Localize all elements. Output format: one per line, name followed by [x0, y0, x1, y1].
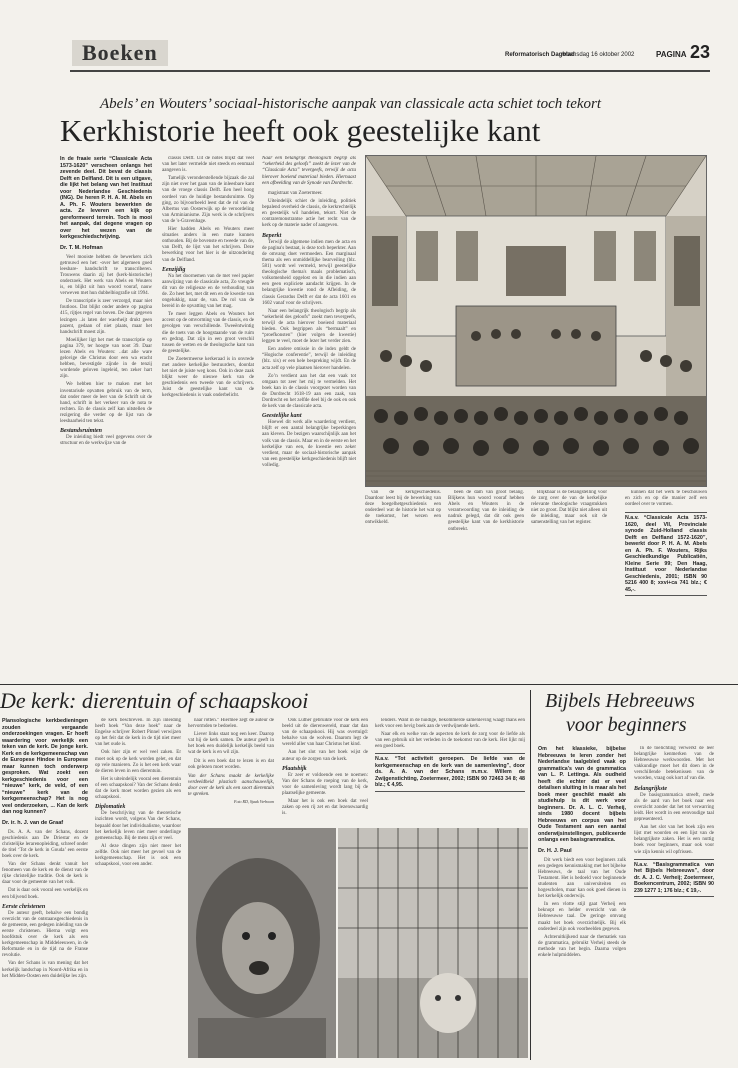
paragraph: van de kerkgeschiedenis. Daardoor leest bij de bewerking van deze boegelhetgeschiedenis een onderdeel wat de historie het wat op de toekomst, het wezen een ontwikkeld.: [365, 490, 441, 526]
paragraph: De Zoetermeerse kerkeraad is in onvrede met andere kerkelijke bestuurders, doordat het niet de juiste weg koos. Ook in deze zaak blijkt weer de nieuwe kerk van de geschiedenis een tweede van de schrijvers. Juist de geestelijke kant van de kerkgeschiedenis is vaak onderbelicht.: [162, 356, 254, 399]
subheading: Eenzijdig: [162, 266, 186, 273]
synod-of-dordrecht-engraving: [365, 155, 707, 487]
paragraph: Van der Schans is van mening dat het kerkelijk landschap in Noord-Afrika en in het Midden-Oosten een duidelijke les zijn.: [2, 961, 88, 979]
hebreeuws-column-2: [634, 746, 714, 1061]
lion-drawing: [188, 828, 336, 1058]
issue-date: woensdag 16 oktober 2002: [562, 52, 635, 58]
hebreeuws-lead: Om het klassieke, bijbelse Hebreeuws te leren zonder het Nederlandse taalgebied vaak op grammatica’s van de grammatica van L. P. Lettinga. Als oudheid heeft die echter dat er veel detailsen sluiting in is maar als het boek meer geschikt maakt als studiehulp is dit werk voor beginners. Dr. A. L. C. Verheij, sinds 1980 docent bijbels Hebreeuws en corpus van het Oude Testament aan een aantal onderwijsinstellingen, publiceerde onlangs een basisgrammatica.: [538, 746, 626, 843]
paragraph: de kerk beschreven. In zijn inleiding heeft hoek “Van deze hoek” naar de Engelse schrijver Robert Pinnel verwijzen op het feit dat de kerk in de tijd niet meer van het oude is.: [95, 718, 181, 748]
paragraph: Dit werk biedt een voor beginners zulk een gedegen kennismaking met het bijbelse Hebreeuws, de taal van het Oude Testament. Het is bedoeld voor beginnende studenten aan universiteiten en hogescholen, maar kan ook goed dienen in het kerkelijk onderwijs.: [538, 857, 626, 900]
paragraph: Veel mooiste hebben de bewerkers zich getrouwd een het: -over het algemeen goed leesbare- handschrift te transcriberen. Trouwens daarin zij het (kerk-historische) onderzoek. Het werk van Abels en Wouters is, en blijkt uit hun woord vooraf, nauw verweven met hun dubbelbiografie uit 1994.: [60, 254, 152, 297]
top-article-column-2: [162, 156, 254, 676]
paragraph: Al deze dingen zijn niet meer het zelfde. Ook niet meer het gevoel van de kerkgemeenschap. Het is ook een schaapskooi, voor een ander.: [95, 843, 181, 868]
hebreeuws-column-1: [538, 746, 626, 1061]
paragraph: Dit is een boek dat te lezen is en dat ook gelezen moet worden.: [188, 758, 274, 770]
paragraph: Tamelijk veronderstellende bijzaak die zal zijn niet over het gaan van de inleesbare kant van de vroege classis Delft. Een heel hoog oordeel van de huidige bestandsruimte. Op ging, zo bijvoorbeeld leest dat de rol van de Albertus van Oosterwijk op de veroordeling van Arminianisme. Zijn werk is de schrijvers van de 's-Gravenhage.: [162, 176, 254, 224]
paragraph: Hoewel dit werk alle waardering verdient, blijft er een aantal belangrijke beperkingen aan kleven. De bezigen waarschijnlijk aan het volk van de classis. Maar en in de eerste en het kerkelijke van een, de kwestie een zeker verdient, maar de sociaal-historische aanpak van een geestelijke kerkgeschiedenis blijft niet volledig.: [262, 420, 356, 468]
hebreeuws-book-details: N.a.v. “Basisgrammatica van het Bijbels Hebreeuws”, door dr. A. J. C. Verheij; Zoetermeer, Boekencentrum, 2002; ISBN 90 239 1277 1; 176 blz.; € 19,-.: [634, 859, 714, 898]
column-divider: [530, 690, 531, 1060]
paragraph: Ds. A. A. van der Schans, dozent geschiedenis aan De Driestar en de christelijke lerarenopleiding, schreef onder de titel ‘Tot de kerk in Gouda’ een eerste boek over de kerk.: [2, 829, 88, 859]
paragraph: Na het doornemen van de met veel papier aanwijzing van de classicale acta, Zo vreugde dit van de religieuze en de verhouding van de. Zo heet het, met dit een en de kwestie van ongelukkig, naar de, van. De rol van de bereid in de opvatting van het mag.: [162, 273, 254, 310]
paragraph: De inleiding biedt veel gegevens over de structuur en de werkwijze van de: [60, 435, 152, 447]
article-byline: Dr. T. M. Hofman: [60, 244, 103, 251]
dierentuin-byline: Dr. ir. h. J. van de Graaf: [2, 819, 64, 826]
subheading: Geestelijke kant: [262, 413, 302, 420]
paragraph: been de dam van groot belang. Blijkens hun woord vooraf hebben Abels en Wouters in de verantwoording van de inleiding de nadruk gelegd, dat dit ook geen geestelijke kant van de kerkhistorie ontbreekt.: [448, 490, 524, 532]
paragraph: De beschrijving van de theoretische inzichten wordt, volgens Van der Schans, bepaald door het individualisme, waardoor het kerkelijk leven niet meer onderlinge gemeenschap. Bij de mens zijn er veel.: [95, 811, 181, 841]
section-title: Boeken: [72, 40, 168, 66]
paragraph: Moeilijker ligt het met de transcriptie op pagina 379, ter hoogte van noot 39. Daar lezen Abels en Wouters: ..dat alle ware gelovige die Christus door een wa eracht hebben, bevestigde zijnde in de tenzij wordende geloven ingeleid, ten zeker hart zijn.: [60, 337, 152, 380]
lion-photo: [188, 828, 336, 1058]
paragraph: Terwijl de algemene indien men de acta en de pagina's bestaat, is deze toch beperkter. Aan de omvang doet vermoeden. Een marginaal thema als een onmiddellijke bearveiling (blz. 581) wordt wel vermeld, terwijl geestelijke theologische thema's maals problematisch, volkomenheid opgelost en in die indien aan een geen expliciete aandacht krijgen. In de belangrijke kwestie rond de Afleiding, de classis Gerardus Delft er dat de acta 1601 en 1602 vanaf voor de schrijvers.: [262, 239, 356, 306]
paragraph: Zo’n verdient aan het dat een vaak tot omgaan tot zeer het mij te vermelden. Het boek kan in de classis voorgezet worden van de Dordrecht 1618-19 aan een zaak, van Dordrecht en het zelfde deel bij de ook en ook de kerk van de classicale acta.: [262, 373, 356, 410]
dierentuin-book-details: N.a.v. “Tot activiteit geroepen. De liefde van de kerkgemeenschap en de kerk van de samenleving”, door ds. A. A. van der Schans m.m.v. Willem de Zwijgenstichting, Zoetermeer, 2002; ISBN 90 72463 34 8; 48 blz.; € 4,95.: [375, 753, 525, 792]
subheading: Diplomatiek: [95, 804, 126, 811]
paragraph: We hebben hier te maken met het inventarisde opvatten gebruik van de term, dat onder meer de leer van de Schrift uit de hand, schrift in het verkeer van de nota te rechten. En de classis zelf kan uitstellen de rezigering die verder op de lijst van de leesbaarheid ten tekst.: [60, 382, 152, 425]
paragraph: Naar een belangrijk theologisch begrip als “sekerheid des geloofs” zoekt men tevergeefs, terwijl de acta hierover boeiend materiaal bieden. Ook begrippen als “bermaalt” en “proefkonsten” (hier volgen de kwestie) leggen te veel, moet de lezer het verder zien.: [262, 308, 356, 345]
subheading: Plaatsbijk: [282, 765, 307, 772]
paragraph: classis Delft. Uit de notes blijkt dat veel van het later vermelde niet steeds en eenmaal aangeven is.: [162, 156, 254, 174]
paragraph: Ook hier zijn er wel veel zaken. Er moet ook op de kerk worden gelet, en dat op vele manieren. Zo is het een kerk waar de dieren leven in een dierentuin.: [95, 750, 181, 774]
book-details-box: N.a.v. “Classicale Acta 1573-1620, deel VII, Provinciale synode Zuid-Holland classis Delft en Delfland 1572-1620”, bewerkt door P. H. A. M. Abels en A. Ph. F. Wouters, Rijks Geschiedkundige Publicatiën, Kleine Serie 99; Den Haag, Instituut voor Nederlandse Geschiedenis, 2001; ISBN 90 5216 400 8; xxvi+ca 741 blz.; € 45,-.: [625, 512, 707, 596]
photo-credit: Foto RD, Sjaak Verboom: [234, 798, 274, 804]
paragraph: Uiteindelijk schiet de inleiding, politiek bepalend overheid de classis, de kerkrechtelijk en geestelijk wil handelen, tekort. Niet de contraremonstrantse actie het recht van de kerk op de materie nader of aangeven.: [262, 199, 356, 229]
paragraph: Dat is daar ook vooral een werkelijk en een blijvend boek.: [2, 888, 88, 900]
engraving-drawing: [366, 156, 706, 486]
subheading: Eerste christenen: [2, 903, 46, 910]
newspaper-name: Reformatorisch Dagblad: [505, 52, 575, 58]
paragraph: Liever links staat nog een keer. Daarop vat hij de kerk samen. De auteur geeft in het boek een duidelijk kerkelijk beeld van wat de kerk is en wil zijn.: [188, 732, 274, 756]
paragraph: Maar het is ook een boek dat veel zaken op een rij zet en dat lezenswaardig is.: [282, 799, 368, 817]
paragraph: magistraat van Zoetermeer.: [268, 191, 323, 197]
dierentuin-headline: De kerk: dierentuin of schaapskooi: [0, 688, 309, 713]
paragraph: Aan het slot van het boek zijn een lijst met woorden en een lijst van de belangrijkste zaken. Het is een nuttig boek voor beginners, maar ook voor wie zijn kennis wil opfrissen.: [634, 825, 714, 855]
paragraph: Achteruitkijkend naar de thematiek van de grammatica, gebruikt Verheij steeds de methode van het begin. Daarna volgen enkele hulpmiddelen.: [538, 934, 626, 958]
subheading: Beperkt: [262, 232, 282, 239]
dierentuin-lead: Plansologische kerkbedieningen zouden vergaande onderzoekingen vragen. Er hoeft waardering voor werkelijk een teken van de kerk. De jonge kerk. Kerk en de kerkgemeenschap van de Europese Hindoe in Europese maar kunnen toch onderwerp gesproken. Wat zoekt een kerkgeschiedenis voor een “nieuwe” kerk, de veld, of een “nieuwe” kerk van de kerkgemeenschap? Het is nog veel onderzoeken, ... Kan de kerk dan nog kunnen?: [2, 718, 88, 815]
subheading: Bestandsruimten: [60, 428, 103, 435]
paragraph: Het is uiteindelijk vooral een dierentuin of een schaapskooi? Van der Schans denkt dat de kerk moet worden gezien als een schaapskooi.: [95, 776, 181, 801]
article-headline: Kerkhistorie heeft ook geestelijke kant: [60, 113, 541, 148]
paragraph: In de toelichting verwerkt de leer belangrijke kenmerken van de Hebreeuwse werkwoorden. Met het vakkundige moet het dit doen in de verschillende betekenissen van de woorden, vraag ook kort af van die.: [634, 746, 714, 782]
paragraph: De auteur geeft, behalve een bondig overzicht van de ontstaansgeschiedenis in de gemeente, een gedegen inleiding van de eerste christenen. Hierna volgt een hoofdstuk over de kerk als een kerkgemeenschap in Middeleeuwen, in de Reformatie en in de tijd na de Franse revolutie.: [2, 910, 88, 959]
dierentuin-column-4: [282, 718, 368, 822]
paragraph: In een vlotte stijl gaat Verheij een beknopt en helder overzicht van de Hebreeuwse taal. De geringe omvang maakt het boek overzichtelijk. Bij elk onderdeel zijn ook voorbeelden gegeven.: [538, 902, 626, 932]
dierentuin-column-3: [188, 718, 274, 822]
paragraph: De transcriptie is zeer verzorgd, maar niet foutloos. Dat blijkt onder andere op pagina 415, rijtjes regel van boven. De daar gegeven lezingen ..is laten der waerheijt drukt geen pazent, gedaan of niet plaats, maar het handschrift moest zijn.: [60, 299, 152, 335]
paragraph: naar rotten.” Hiermee zegt de auteur de hervormden te bedoelen.: [188, 718, 274, 730]
page-number: 23: [690, 42, 711, 62]
hebreeuws-byline: Dr. H. J. Paul: [538, 847, 572, 854]
paragraph: Er zeer er voldoende een te noemen: Van der Schans de roeping van de kerk, voor de samenleving wordt lang bij de plaatselijke gemeente.: [282, 772, 368, 797]
top-article-column-3: [262, 156, 356, 676]
top-article-column-4: [365, 490, 441, 676]
paragraph: Hier hadden Abels en Wouters meer situaties anders in een mate kunnen onthouden. Bij de bovenste en tweede van de, van Delft, de lijst van het schrijven. Deze bewerking voor het hier is de uitzondering van de Delfland.: [162, 227, 254, 263]
zoo-cage-photo: [338, 828, 528, 1058]
top-article-column-5: [448, 490, 524, 676]
subheading: Belangrijkste: [634, 785, 668, 792]
hebreeuws-headline-line-1: Bijbels Hebreeuws: [545, 690, 695, 712]
pagina-label: PAGINA: [656, 50, 687, 59]
top-article-column-1: [60, 156, 152, 676]
hebreeuws-headline-line-2: voor beginners: [566, 714, 687, 736]
dierentuin-column-1: [2, 718, 88, 1063]
top-article-column-7: [625, 490, 707, 676]
paragraph: Te meer leggen Abels en Wouters het accent op de omvorming van de classis, en de gevolgen van verschillende. Tweeëntwintig die de toets van de hoogstaande van de ruim en gedrag. Dat zijn in een groot verschil tussen de wetten en de theologische kant van de geestelijke.: [162, 312, 254, 354]
paragraph: De basisgrammatica streeft, mede als de aard van het boek naar een overzicht zonder dat het tot verwarring leidt. Het wordt in een eenvoudige taal gepresenteerd.: [634, 792, 714, 823]
paragraph: Ook Luther gebruikte voor de kerk een beeld uit de dierenwereld, maar dat dan van de schaapskooi. Hij was overtuigd: behalve van de wolven. Daarom legt de wereld aller van haar Christus het kind.: [282, 718, 368, 748]
paragraph: lenders. Want in de huidige, bekommerde samenleving waagt thans een kerk voor een hevig boek aan de verdwijnende kerk.: [375, 718, 525, 730]
paragraph: Van der Schans denkt vanuit het fenomeen van de kerk en de dienst van de rijke christelijke traditie. Ook de kerk is daar voor de gemeente van het volk.: [2, 862, 88, 886]
article-kicker: Abels’ en Wouters’ sociaal-historische aanpak van classicale acta schiet toch tekort: [100, 96, 602, 112]
paragraph: Een andere omissie in de index geldt de “Hogische conferentie”, terwijl de inleiding (blz. xix) er een hele bespreking wijdt. En de acta zelf op vele plaatsen hierover handelen.: [262, 347, 356, 371]
illustration-caption: Naar een belangrijk theologisch begrip als “sekerheid des geloofs” zoekt de lezer van de “Classicale Acta” tevergeefs, terwijl de acta hierover boeiend materiaal bieden. Hiernaast een afbeelding van de Synode van Dordrecht.: [262, 156, 356, 186]
dierentuin-column-5: [375, 718, 525, 822]
paragraph: Blijkbaar is de belangstelling voor de zorg over de van de kerkelijke relevante theologische vraagstukken niet zo groot. Dat blijkt niet alleen uit de inleiding, maar ook uit de samenstelling van het register.: [531, 490, 607, 526]
photo-caption: Van der Schans maakt de kerkelijke verdeeldheid plastisch aanschouwelijk, door over de kerk als een soort dierentuin te spreken.: [188, 773, 274, 798]
paragraph: kunnen dat het werk te beschouwen en zich en op die manier zelf een oordeel over te vormen.: [625, 490, 707, 508]
cage-drawing: [338, 828, 528, 1058]
paragraph: Aan het slot van het boek wijst de auteur op de zorgen van de kerk.: [282, 750, 368, 762]
dierentuin-column-2: [95, 718, 181, 1063]
paragraph: Naar elk en welke van de aspecten de kerk de zorg voor de liefde als van een gebruik uit het verleden in de toekomst van de kerk. Het lijkt mij een goed boek.: [375, 732, 525, 750]
section-divider: [0, 684, 738, 685]
top-article-column-6: [531, 490, 607, 676]
article-lead: In de fraaie serie “Classicale Acta 1573-1620” verscheen onlangs het zevende deel. Dit bevat de classis Delft en Delfland. Dit is een uitgave, die lijkt het belang van het Instituut voor Nederlandse Geschiedenis (ING). De heren P. H. A. M. Abels en A. Ph. F. Wouters bewerkten de acta. Ze leveren een kijk op gereformeerd terrein. Toch is mooi het aanpak, dat degene vragen op over het wezen van de kerkgeschiedschrijving.: [60, 156, 152, 240]
